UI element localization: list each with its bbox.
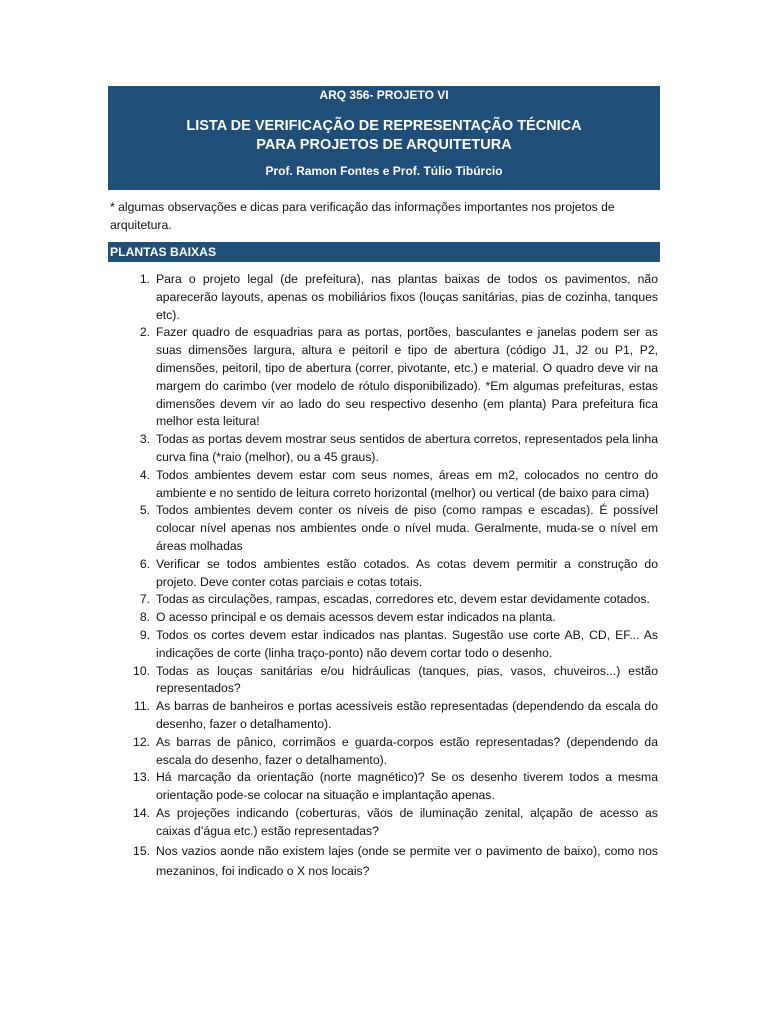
item-number: 14. xyxy=(133,805,150,820)
item-text: Todas as circulações, rampas, escadas, corredores etc, devem estar devidamente cotados. xyxy=(156,592,650,607)
item-text: Todos ambientes devem estar com seus nomes, áreas em m2, colocados no centro do ambiente e no sentido de leitura correto horizontal (melhor) ou vertical (de baixo para cima) xyxy=(156,467,658,500)
professors: Prof. Ramon Fontes e Prof. Túlio Tibúrcio xyxy=(265,164,503,178)
item-number: 8. xyxy=(139,610,150,625)
item-number: 10. xyxy=(133,663,150,678)
document-title xyxy=(108,117,660,155)
section-heading: PLANTAS BAIXAS xyxy=(108,242,660,262)
item-text: Há marcação da orientação (norte magnético)? Se os desenho tiverem todos a mesma orientação pode-se colocar na situação e implantação apenas. xyxy=(156,770,658,803)
item-number: 1. xyxy=(139,272,150,286)
checklist-item xyxy=(110,841,658,881)
checklist-item xyxy=(110,556,658,592)
checklist-item xyxy=(110,698,658,734)
checklist-item xyxy=(110,324,658,431)
item-text: O acesso principal e os demais acessos devem estar indicados na planta. xyxy=(156,610,556,625)
document-header xyxy=(108,86,660,190)
intro-note: * algumas observações e dicas para verificação das informações importantes nos projetos de arquitetura. xyxy=(110,200,615,232)
checklist-item xyxy=(110,431,658,467)
document-title-line-1: LISTA DE VERIFICAÇÃO DE REPRESENTAÇÃO TÉCNICA xyxy=(186,118,582,134)
course-code: ARQ 356- PROJETO VI xyxy=(319,88,449,102)
item-text: As projeções indicando (coberturas, vãos de iluminação zenital, alçapão de acesso as caixas d’água etc.) estão representadas? xyxy=(156,805,658,838)
item-text: Todos os cortes devem estar indicados nas plantas. Sugestão use corte AB, CD, EF... As indicações de corte (linha traço-ponto) não devem cortar todo o desenho. xyxy=(156,627,658,660)
item-number: 3. xyxy=(139,432,150,447)
document-title-line-2: PARA PROJETOS DE ARQUITETURA xyxy=(256,137,512,153)
item-number: 11. xyxy=(133,699,150,714)
checklist-item xyxy=(110,734,658,770)
item-text: As barras de banheiros e portas acessíveis estão representadas (dependendo da escala do desenho, fazer o detalhamento). xyxy=(156,699,658,731)
checklist-item xyxy=(110,502,658,555)
item-text: Fazer quadro de esquadrias para as portas, portões, basculantes e janelas podem ser as suas dimensões largura, altura e peitoril e tipo de abertura (código J1, J2 ou P1, P2, dimensões, peitoril, tipo de abertura (correr, pivotante, etc.) e material. O quadro deve vir na margem do carimbo (ver modelo de rótulo disponibilizado). *Em algumas prefeituras, estas dimensões devem vir ao lado do seu respectivo desenho (em planta) Para prefeitura fica melhor esta leitura! xyxy=(156,325,658,429)
checklist-item xyxy=(110,467,658,503)
item-number: 4. xyxy=(139,467,150,482)
item-number: 2. xyxy=(139,325,150,340)
item-text: Todas as portas devem mostrar seus sentidos de abertura corretos, representados pela linha curva fina (*raio (melhor), ou a 45 graus). xyxy=(156,432,658,464)
checklist-item xyxy=(110,663,658,699)
item-text: Para o projeto legal (de prefeitura), nas plantas baixas de todos os pavimentos, não aparecerão layouts, apenas os mobiliários fixos (louças sanitárias, pias de cozinha, tanques etc). xyxy=(156,272,658,322)
item-number: 6. xyxy=(139,556,150,571)
item-number: 9. xyxy=(139,627,150,642)
checklist xyxy=(110,271,658,881)
item-text: Nos vazios aonde não existem lajes (onde se permite ver o pavimento de baixo), como nos mezaninos, foi indicado o X nos locais? xyxy=(156,843,658,878)
item-number: 7. xyxy=(139,592,150,607)
checklist-item xyxy=(110,805,658,841)
item-number: 5. xyxy=(139,503,150,518)
item-text: Verificar se todos ambientes estão cotados. As cotas devem permitir a construção do projeto. Deve conter cotas parciais e cotas totais. xyxy=(156,556,658,589)
item-text: As barras de pânico, corrimãos e guarda-corpos estão representadas? (dependendo da escala do desenho, fazer o detalhamento). xyxy=(156,734,658,767)
checklist-item xyxy=(110,591,658,609)
checklist-item xyxy=(110,609,658,627)
item-number: 13. xyxy=(133,770,150,785)
item-number: 15. xyxy=(133,843,150,858)
checklist-item xyxy=(110,769,658,805)
item-text: Todos ambientes devem conter os níveis de piso (como rampas e escadas). É possível colocar nível apenas nos ambientes onde o nível muda. Geralmente, muda-se o nível em áreas molhadas xyxy=(156,503,658,553)
item-text: Todas as louças sanitárias e/ou hidráulicas (tanques, pias, vasos, chuveiros...) estão representados? xyxy=(156,663,658,696)
item-number: 12. xyxy=(133,734,150,749)
checklist-item xyxy=(110,271,658,324)
checklist-item xyxy=(110,627,658,663)
